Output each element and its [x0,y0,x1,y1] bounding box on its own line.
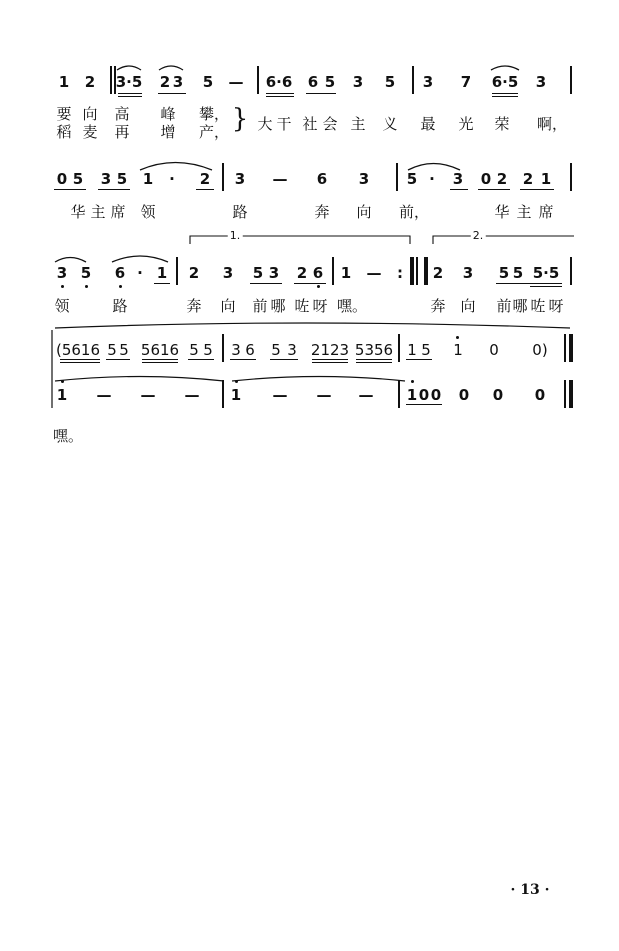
note: 1 [406,386,418,404]
slur [55,323,570,328]
beam [60,359,100,360]
dash: — [228,73,244,91]
beam [356,362,392,363]
dash: — [358,386,374,404]
slur [232,377,405,382]
slur [140,163,212,171]
note: 5 [119,341,129,359]
lyric: 攀， [198,105,230,123]
note: 3 [352,73,364,91]
rest: 0 [458,386,470,404]
rest: 0 [534,386,546,404]
lyric: 向 [356,203,372,221]
tie [491,66,519,70]
lyric: 主 [90,203,106,221]
barline [222,380,224,408]
beam [158,93,186,94]
lyric: 奔 [186,297,202,315]
note: 5 [189,341,199,359]
repeat-sign: : [397,264,403,282]
lyric: 咗 [294,297,310,315]
barline [176,257,178,285]
slur [55,258,86,263]
lyric: 呀 [312,297,328,315]
beam [492,96,518,97]
note: 1 [407,341,417,359]
note: 6·5 [491,73,519,91]
note: 3 [222,264,234,282]
beam [154,283,170,284]
note: 5 [498,264,510,282]
note: 3 [452,170,464,188]
rest: 0 [489,341,499,359]
note: 1 [230,386,242,404]
final-barline [569,380,573,408]
note: 5 [116,170,128,188]
volta-bracket-1 [190,236,410,244]
repeat-barline [424,257,428,285]
high-octave-dot [235,380,238,383]
verse-brace: } [231,104,249,134]
beam [520,189,554,190]
note: 3 [268,264,280,282]
volta-label-2: 2. [472,229,484,242]
volta-bracket-2 [433,236,574,244]
note: 6 [316,170,328,188]
barline [222,163,224,191]
dot: · [137,264,143,282]
dash: — [272,170,288,188]
note: 5 [72,170,84,188]
page-number: · 13 · [510,882,550,898]
lyric: 领 [140,203,156,221]
barline [332,257,334,285]
barline [564,380,566,408]
lyric: 呀 [548,297,564,315]
lyric: 再 [114,123,130,141]
note: 6·6 [265,73,293,91]
barline [398,380,400,408]
note: 5 [421,341,431,359]
note: 3 [462,264,474,282]
lyric: 会 [322,115,338,133]
note: 3 [535,73,547,91]
repeat-barline [410,257,414,285]
note: 5 [324,73,336,91]
lyric: 路 [112,297,128,315]
lyric: 社 [302,115,318,133]
barline [396,163,398,191]
beam [294,283,326,284]
lyric: 高 [114,105,130,123]
note: 3·5 [115,73,143,91]
note: 5 [203,341,213,359]
note: 2 [199,170,211,188]
final-barline [569,334,573,362]
low-octave-dot [61,285,64,288]
beam [54,189,86,190]
note-group: 5356 [354,341,394,359]
note: 2 [296,264,308,282]
lyric: 光 [458,115,474,133]
note: 5 [80,264,92,282]
beam [306,93,336,94]
note: 2 [522,170,534,188]
beam [196,189,214,190]
beam [406,404,442,405]
note: 3 [172,73,184,91]
note: 7 [460,73,472,91]
lyric: 义 [382,115,398,133]
barline [412,66,414,94]
beam [142,362,178,363]
barline [257,66,259,94]
lyric: 稻 [56,123,72,141]
lyric: 要 [56,105,72,123]
lyric: 主 [350,115,366,133]
dash: — [96,386,112,404]
note: 0 [56,170,68,188]
barline [110,66,112,94]
beam [250,283,282,284]
note: 1 [56,386,68,404]
note: 6 [312,264,324,282]
beam [496,283,562,284]
note: 5 [512,264,524,282]
slur [55,377,224,382]
beam [266,93,294,94]
dash: — [316,386,332,404]
lyric: 前 [496,297,512,315]
note: 5 [107,341,117,359]
dash: — [366,264,382,282]
high-octave-dot [61,380,64,383]
note: 6 [114,264,126,282]
lyric: 峰 [160,105,176,123]
lyric: 麦 [82,123,98,141]
lyric: 华 [494,203,510,221]
rest: 0 [430,386,442,404]
note: 5 [384,73,396,91]
beam [188,359,214,360]
lyric: 奔 [430,297,446,315]
note: 1 [340,264,352,282]
beam [312,362,348,363]
lyric: 主 [516,203,532,221]
repeat-barline [416,257,418,285]
lyric: 增 [160,123,176,141]
high-octave-dot [456,336,459,339]
barline [570,163,572,191]
lyric: 向 [460,297,476,315]
beam [266,96,294,97]
low-octave-dot [119,285,122,288]
lyric: 席 [110,203,126,221]
lyric: 哪 [270,297,286,315]
beam [450,189,468,190]
note: 2 [84,73,96,91]
lyric: 嘿。 [336,297,368,315]
note: 5 [271,341,281,359]
note: 1 [58,73,70,91]
note: 5 [406,170,418,188]
note: 2 [159,73,171,91]
lyric: 咗 [530,297,546,315]
note: 2 [496,170,508,188]
volta-label-1: 1. [229,229,241,242]
rest: 0 [492,386,504,404]
tie [117,66,141,70]
beam [230,359,256,360]
note: 6 [245,341,255,359]
note: 3 [422,73,434,91]
lyric: 奔 [314,203,330,221]
rest: 0 [418,386,430,404]
note: 1 [453,341,463,359]
note: 3 [56,264,68,282]
dash: — [184,386,200,404]
lyric: 哪 [512,297,528,315]
note: 2 [188,264,200,282]
note: 2 [432,264,444,282]
note: 1 [142,170,154,188]
high-octave-dot [411,380,414,383]
note: 1 [156,264,168,282]
beam [492,93,518,94]
dot: · [169,170,175,188]
low-octave-dot [85,285,88,288]
note: 3 [100,170,112,188]
beam [530,286,562,287]
beam [60,362,100,363]
low-octave-dot [317,285,320,288]
beam [98,189,130,190]
note: 6 [307,73,319,91]
beam [478,189,510,190]
lyric: 干 [276,115,292,133]
note: 5 [252,264,264,282]
lyric: 最 [420,115,436,133]
lyric: 向 [220,297,236,315]
dot: · [429,170,435,188]
dash: — [140,386,156,404]
barline [222,334,224,362]
slur [112,256,168,262]
dash: — [272,386,288,404]
lyric: 向 [82,105,98,123]
lyric: 产， [198,123,230,141]
barline [570,66,572,94]
lyric: 前， [398,203,430,221]
lyric: 席 [538,203,554,221]
lyric: 路 [232,203,248,221]
lyric: 荣 [494,115,510,133]
note: 3 [287,341,297,359]
note: 3 [358,170,370,188]
beam [106,359,130,360]
note: 0 [480,170,492,188]
lyric: 啊， [536,115,568,133]
note-group: (5616 [55,341,101,359]
rest: 0) [532,341,548,359]
note-group: 2123 [310,341,350,359]
note-group: 5616 [140,341,180,359]
lyric: 领 [54,297,70,315]
lyric: 前 [252,297,268,315]
tie [159,66,183,70]
note: 1 [540,170,552,188]
beam [406,359,432,360]
note: 5·5 [532,264,560,282]
lyric: 华 [70,203,86,221]
barline [570,257,572,285]
beam [118,93,142,94]
note: 3 [231,341,241,359]
beam [356,359,392,360]
barline [564,334,566,362]
lyric: 大 [257,115,273,133]
barline [398,334,400,362]
note: 5 [202,73,214,91]
beam [312,359,348,360]
beam [142,359,178,360]
note: 3 [234,170,246,188]
final-lyric: 嘿。 [52,427,84,445]
beam [118,96,142,97]
beam [270,359,298,360]
